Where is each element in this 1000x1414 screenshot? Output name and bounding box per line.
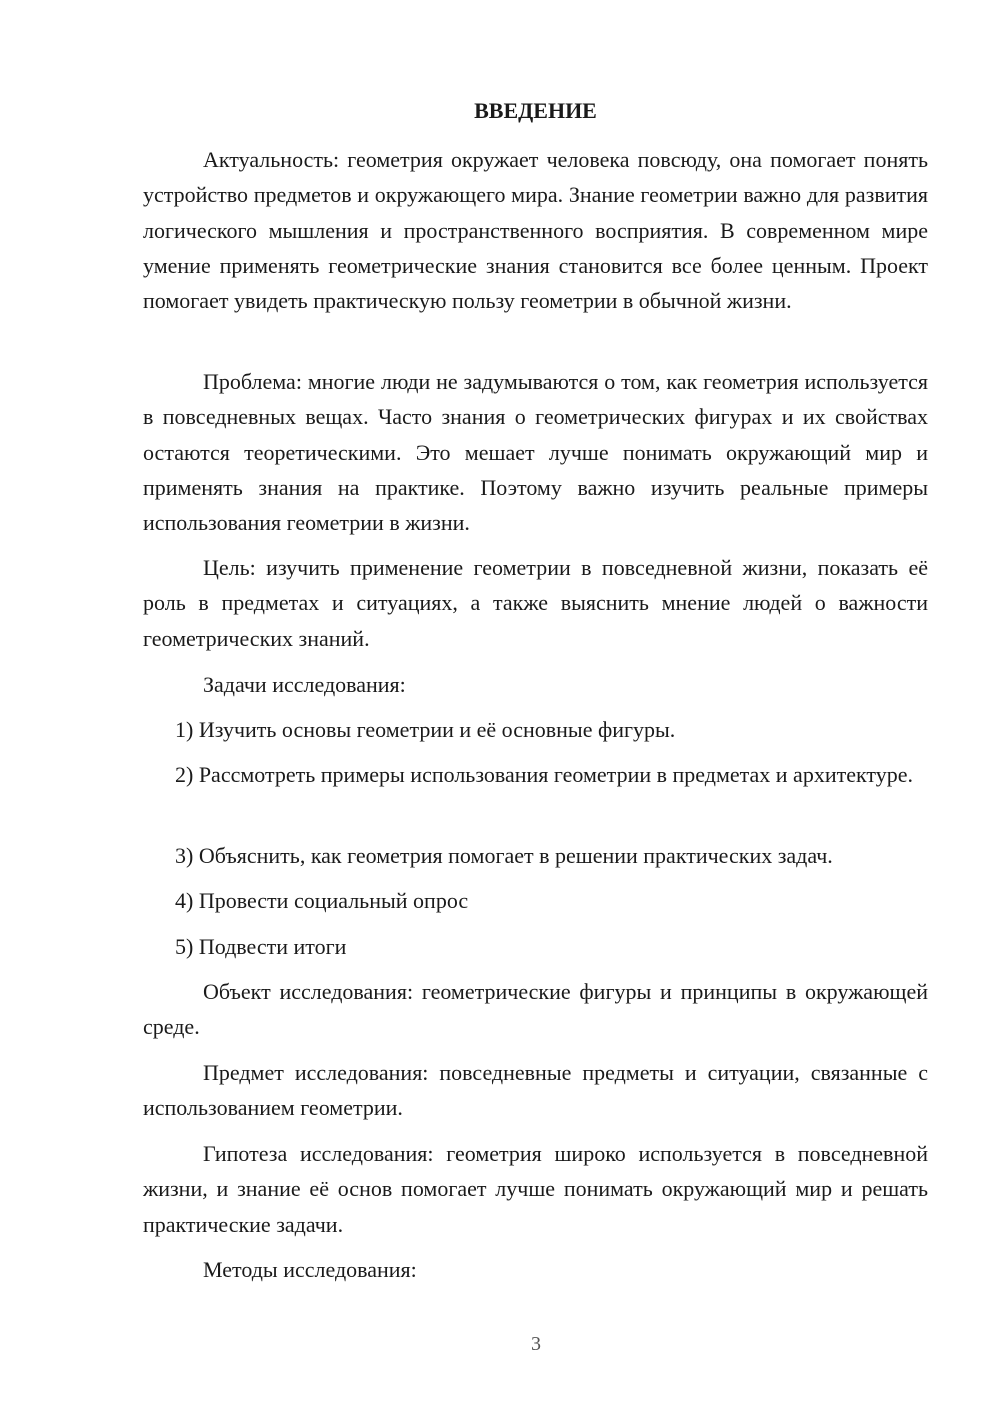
methods-heading: Методы исследования:: [203, 1257, 417, 1282]
paragraph-hypothesis: Гипотеза исследования: геометрия широко используется в повседневной жизни, и знание её основ помогает лучше понимать окружающий мир и решать практические задачи.: [143, 1141, 928, 1237]
task-item: 1) Изучить основы геометрии и её основные фигуры.: [175, 717, 676, 742]
paragraph-goal: Цель: изучить применение геометрии в повседневной жизни, показать её роль в предметах и ситуациях, а также выяснить мнение людей о важности геометрических знаний.: [143, 555, 928, 651]
page-number: 3: [531, 1333, 541, 1355]
paragraph-problem: Проблема: многие люди не задумываются о том, как геометрия используется в повседневных вещах. Часто знания о геометрических фигурах и их свойствах остаются теоретическими. Это мешает лучше понимать окружающий мир и применять знания на практике. Поэтому важно изучить реальные примеры использования геометрии в жизни.: [143, 369, 928, 536]
section-title: ВВЕДЕНИЕ: [474, 98, 597, 123]
tasks-heading: Задачи исследования:: [203, 672, 406, 697]
task-item: 5) Подвести итоги: [175, 934, 347, 959]
paragraph-object: Объект исследования: геометрические фигуры и принципы в окружающей среде.: [143, 979, 928, 1040]
task-item: 2) Рассмотреть примеры использования геометрии в предметах и архитектуре.: [175, 762, 913, 787]
paragraph-relevance: Актуальность: геометрия окружает человека повсюду, она помогает понять устройство предметов и окружающего мира. Знание геометрии важно для развития логического мышления и пространственного восприятия. В современном мире умение применять геометрические знания становится все более ценным. Проект помогает увидеть практическую пользу геометрии в обычной жизни.: [143, 147, 928, 314]
task-item: 3) Объяснить, как геометрия помогает в решении практических задач.: [175, 843, 833, 868]
paragraph-subject: Предмет исследования: повседневные предметы и ситуации, связанные с использованием геометрии.: [143, 1060, 928, 1121]
task-item: 4) Провести социальный опрос: [175, 888, 469, 913]
